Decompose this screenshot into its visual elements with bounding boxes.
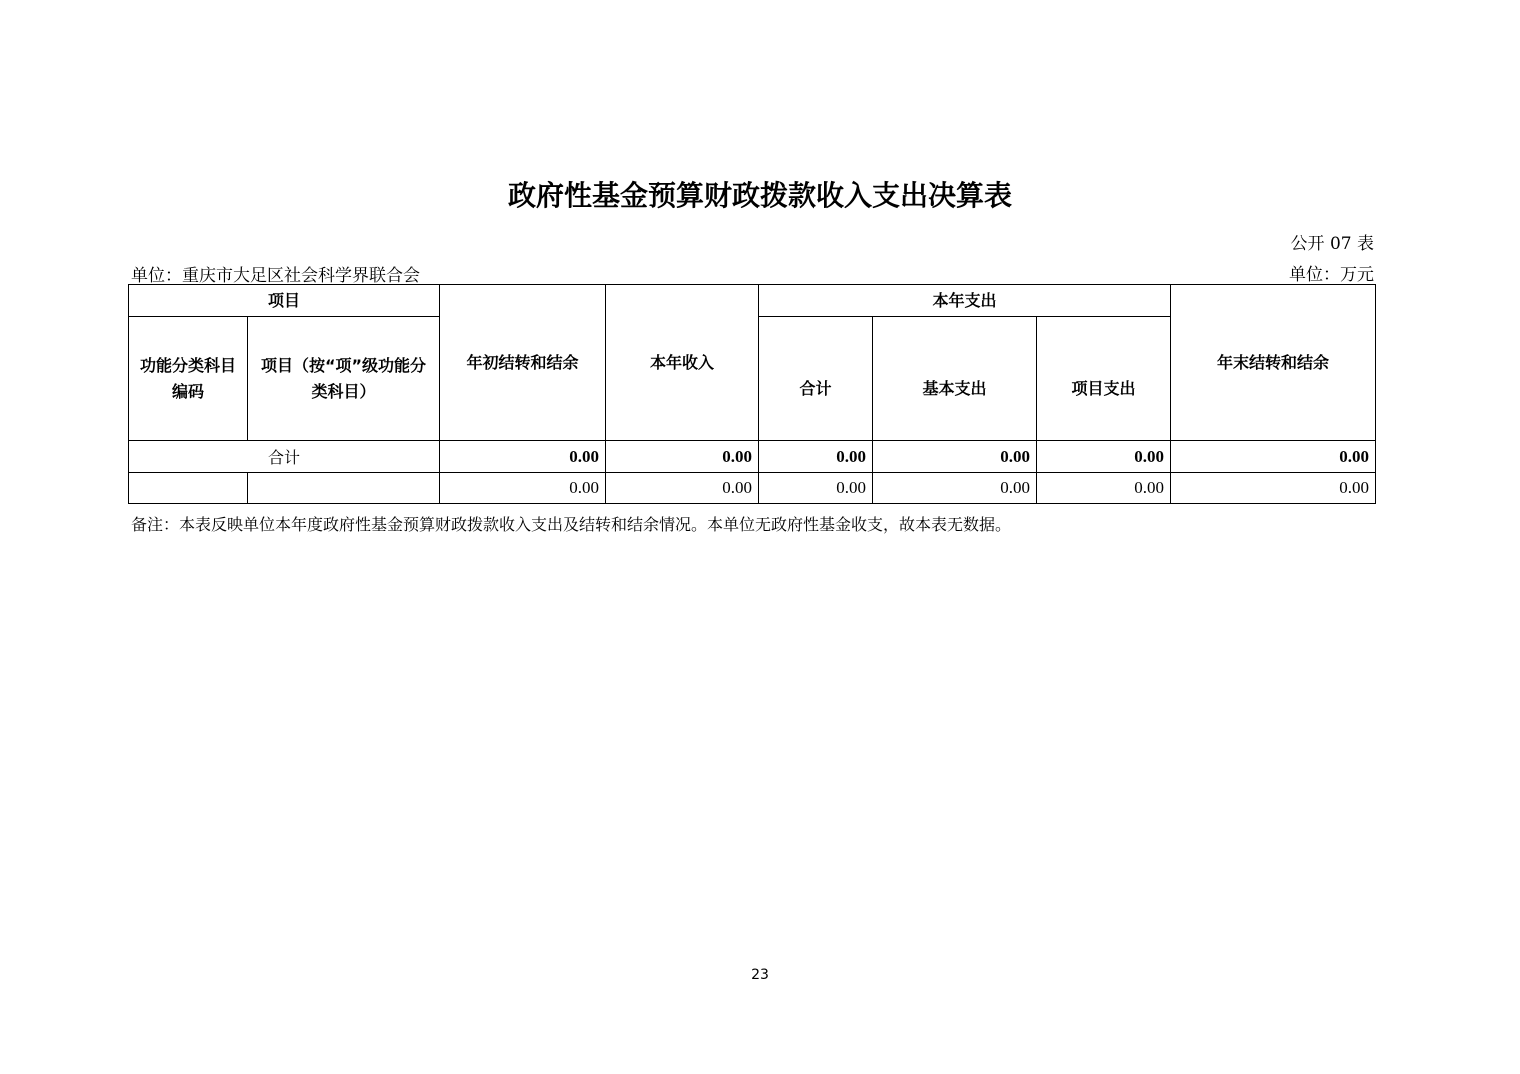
header-func-code: 功能分类科目编码: [129, 317, 248, 441]
header-project-expense: 项目支出: [1037, 317, 1171, 441]
row-ending-balance: 0.00: [1171, 473, 1376, 504]
unit-organization: 单位：重庆市大足区社会科学界联合会: [131, 266, 420, 286]
header-basic-expense: 基本支出: [873, 317, 1037, 441]
header-beginning-balance: 年初结转和结余: [440, 285, 606, 441]
header-row-1: [129, 285, 1376, 317]
row-item-name: [248, 473, 440, 504]
total-ending-balance: 0.00: [1171, 441, 1376, 473]
header-current-expense: 本年支出: [759, 285, 1171, 317]
table-note: 备注：本表反映单位本年度政府性基金预算财政拨款收入支出及结转和结余情况。本单位无政府性基金收支，故本表无数据。: [131, 515, 1012, 534]
page-number: 23: [751, 967, 769, 983]
row-expense-total: 0.00: [759, 473, 873, 504]
total-beginning-balance: 0.00: [440, 441, 606, 473]
total-basic-expense: 0.00: [873, 441, 1037, 473]
header-expense-total: 合计: [759, 317, 873, 441]
total-row: [129, 441, 1376, 473]
total-label: 合计: [129, 441, 440, 473]
header-ending-balance: 年末结转和结余: [1171, 285, 1376, 441]
unit-currency: 单位：万元: [1289, 265, 1374, 285]
total-project-expense: 0.00: [1037, 441, 1171, 473]
header-current-income: 本年收入: [606, 285, 759, 441]
table-code: 公开 07 表: [1290, 234, 1374, 254]
total-current-income: 0.00: [606, 441, 759, 473]
table-row: [129, 473, 1376, 504]
document-title: 政府性基金预算财政拨款收入支出决算表: [507, 179, 1012, 212]
row-beginning-balance: 0.00: [440, 473, 606, 504]
row-basic-expense: 0.00: [873, 473, 1037, 504]
row-current-income: 0.00: [606, 473, 759, 504]
row-project-expense: 0.00: [1037, 473, 1171, 504]
budget-table: [128, 284, 1376, 504]
header-item-by-class: 项目（按“项”级功能分类科目）: [248, 317, 440, 441]
row-func-code: [129, 473, 248, 504]
header-item: 项目: [129, 285, 440, 317]
total-expense-total: 0.00: [759, 441, 873, 473]
